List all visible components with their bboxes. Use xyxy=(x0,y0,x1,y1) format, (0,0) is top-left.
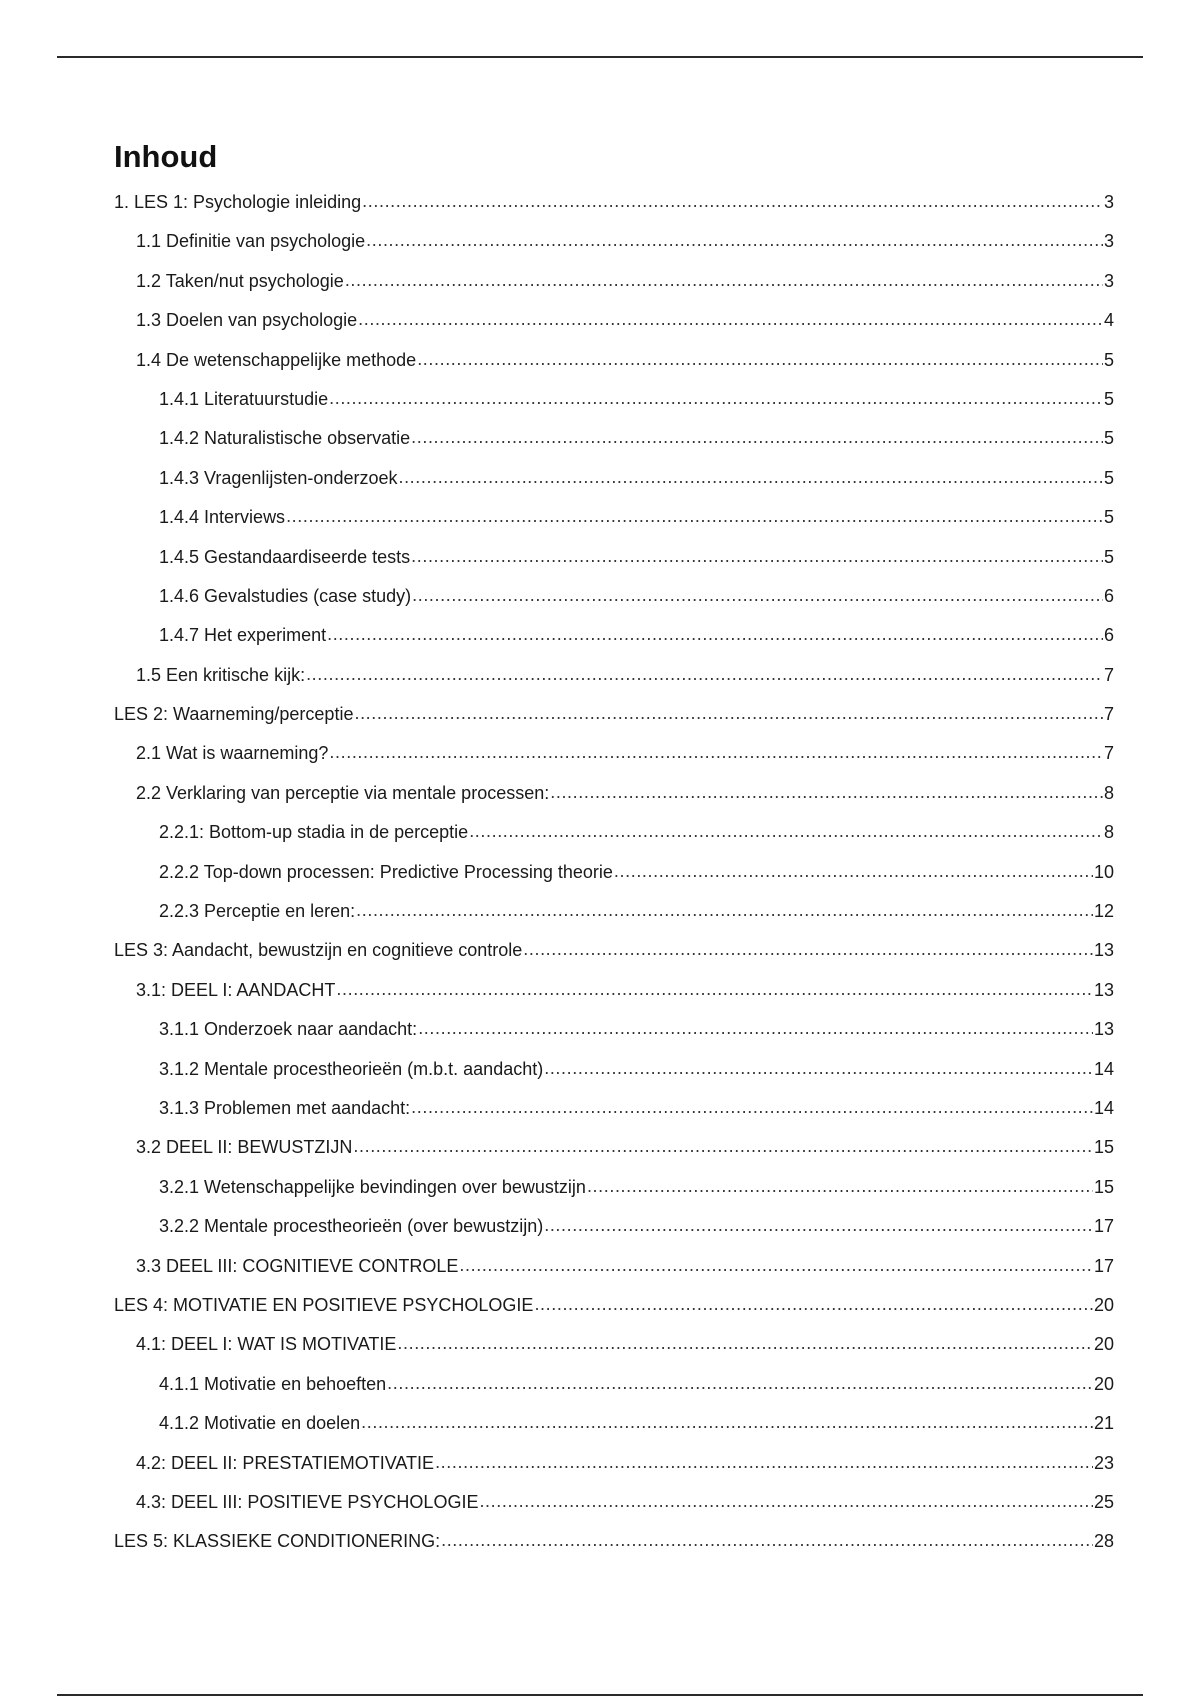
toc-entry-label: 1.4.6 Gevalstudies (case study) xyxy=(159,585,412,606)
dot-leader xyxy=(329,737,1103,767)
toc-entry[interactable] xyxy=(114,1526,1114,1565)
toc-entry[interactable] xyxy=(114,975,1114,1014)
dot-leader xyxy=(534,1289,1093,1319)
toc-entry-page-number: 13 xyxy=(1093,979,1114,1000)
toc-entry-page-number: 5 xyxy=(1103,546,1114,567)
toc-entry-page-number: 8 xyxy=(1103,782,1114,803)
dot-leader xyxy=(469,816,1103,846)
toc-entry-page-number: 5 xyxy=(1103,428,1114,449)
toc-entry-page-number: 3 xyxy=(1103,231,1114,252)
toc-entry[interactable] xyxy=(114,1369,1114,1408)
toc-entry-page-number: 14 xyxy=(1093,1058,1114,1079)
toc-entry-page-number: 21 xyxy=(1093,1413,1114,1434)
toc-entry[interactable] xyxy=(114,1448,1114,1487)
toc-entry-page-number: 5 xyxy=(1103,507,1114,528)
toc-entry-label: 3.1.1 Onderzoek naar aandacht: xyxy=(159,1019,418,1040)
toc-entry-page-number: 7 xyxy=(1103,664,1114,685)
toc-entry-label: 1. LES 1: Psychologie inleiding xyxy=(114,192,362,212)
toc-entry[interactable] xyxy=(114,1172,1114,1211)
toc-entry[interactable] xyxy=(114,1014,1114,1053)
dot-leader xyxy=(411,541,1103,571)
toc-entry[interactable] xyxy=(114,1211,1114,1250)
toc-entry-label: 1.4.2 Naturalistische observatie xyxy=(159,428,411,449)
dot-leader xyxy=(418,1013,1093,1043)
dot-leader xyxy=(441,1525,1093,1555)
toc-entry[interactable] xyxy=(114,1054,1114,1093)
table-of-contents xyxy=(114,187,1114,1566)
toc-entry-label: LES 4: MOTIVATIE EN POSITIEVE PSYCHOLOGIE xyxy=(114,1294,534,1315)
toc-entry-label: 3.1.3 Problemen met aandacht: xyxy=(159,1097,411,1118)
toc-entry-label: 1.5 Een kritische kijk: xyxy=(136,664,306,685)
toc-entry-label: 1.4.7 Het experiment xyxy=(159,625,327,646)
dot-leader xyxy=(523,934,1093,964)
dot-leader xyxy=(353,1131,1093,1161)
toc-entry-page-number: 7 xyxy=(1103,743,1114,764)
dot-leader xyxy=(354,698,1103,728)
toc-entry[interactable] xyxy=(114,1251,1114,1290)
toc-entry[interactable] xyxy=(114,266,1114,305)
dot-leader xyxy=(345,265,1103,295)
toc-entry[interactable] xyxy=(114,542,1114,581)
toc-entry-label: 4.1.2 Motivatie en doelen xyxy=(159,1413,361,1434)
dot-leader xyxy=(366,225,1103,255)
dot-leader xyxy=(387,1368,1093,1398)
toc-entry[interactable] xyxy=(114,660,1114,699)
toc-entry-page-number: 4 xyxy=(1103,310,1114,331)
dot-leader xyxy=(544,1210,1093,1240)
dot-leader xyxy=(411,422,1103,452)
toc-entry-label: 1.4.4 Interviews xyxy=(159,507,286,528)
dot-leader xyxy=(587,1171,1093,1201)
dot-leader xyxy=(327,619,1103,649)
toc-entry[interactable] xyxy=(114,1329,1114,1368)
toc-entry[interactable] xyxy=(114,1487,1114,1526)
toc-entry[interactable] xyxy=(114,1093,1114,1132)
footer-rule xyxy=(57,1694,1143,1696)
toc-entry-page-number: 5 xyxy=(1103,388,1114,409)
toc-entry[interactable] xyxy=(114,423,1114,462)
toc-entry-label: 1.4.1 Literatuurstudie xyxy=(159,388,329,409)
dot-leader xyxy=(329,383,1103,413)
toc-entry-label: 3.1: DEEL I: AANDACHT xyxy=(136,979,336,1000)
toc-entry-page-number: 23 xyxy=(1093,1452,1114,1473)
toc-entry-label: 2.2.1: Bottom-up stadia in de perceptie xyxy=(159,822,469,843)
toc-entry-label: 1.2 Taken/nut psychologie xyxy=(136,270,344,291)
dot-leader xyxy=(479,1486,1093,1516)
dot-leader xyxy=(411,1092,1093,1122)
toc-entry[interactable] xyxy=(114,1408,1114,1447)
toc-entry-page-number: 15 xyxy=(1093,1137,1114,1158)
toc-entry-page-number: 13 xyxy=(1093,1019,1114,1040)
toc-entry-page-number: 14 xyxy=(1093,1097,1114,1118)
toc-entry[interactable] xyxy=(114,896,1114,935)
toc-entry[interactable] xyxy=(114,384,1114,423)
toc-entry-label: 3.1.2 Mentale procestheorieën (m.b.t. aandacht) xyxy=(159,1058,544,1079)
toc-entry-page-number: 5 xyxy=(1103,349,1114,370)
toc-entry-label: 2.2.2 Top-down processen: Predictive Processing theorie xyxy=(159,861,613,882)
toc-entry-label: 1.1 Definitie van psychologie xyxy=(136,231,366,252)
toc-entry-label: 3.3 DEEL III: COGNITIEVE CONTROLE xyxy=(136,1255,459,1276)
dot-leader xyxy=(398,462,1103,492)
dot-leader xyxy=(286,501,1103,531)
toc-entry-label: 4.1: DEEL I: WAT IS MOTIVATIE xyxy=(136,1334,397,1355)
toc-entry-label: LES 2: Waarneming/perceptie xyxy=(114,704,354,725)
toc-entry-page-number: 17 xyxy=(1093,1216,1114,1237)
toc-entry-label: 4.1.1 Motivatie en behoeften xyxy=(159,1373,387,1394)
dot-leader xyxy=(417,344,1103,374)
toc-entry-page-number: 20 xyxy=(1093,1373,1114,1394)
dot-leader xyxy=(435,1447,1093,1477)
toc-entry-label: 4.2: DEEL II: PRESTATIEMOTIVATIE xyxy=(136,1452,435,1473)
toc-entry[interactable] xyxy=(114,1132,1114,1171)
toc-entry-page-number: 20 xyxy=(1093,1294,1114,1315)
toc-entry[interactable] xyxy=(114,699,1114,738)
toc-entry[interactable] xyxy=(114,817,1114,856)
toc-entry-label: 1.4.5 Gestandaardiseerde tests xyxy=(159,546,411,567)
toc-entry[interactable] xyxy=(114,778,1114,817)
toc-entry-page-number: 25 xyxy=(1093,1491,1114,1512)
dot-leader xyxy=(358,304,1103,334)
toc-entry-label: 1.3 Doelen van psychologie xyxy=(136,310,358,331)
dot-leader xyxy=(362,186,1103,216)
toc-entry[interactable] xyxy=(114,581,1114,620)
dot-leader xyxy=(412,580,1103,610)
toc-entry-page-number: 6 xyxy=(1103,585,1114,606)
toc-entry[interactable] xyxy=(114,305,1114,344)
dot-leader xyxy=(356,895,1093,925)
toc-entry-label: LES 5: KLASSIEKE CONDITIONERING: xyxy=(114,1531,441,1552)
toc-entry-page-number: 5 xyxy=(1103,467,1114,488)
toc-entry-label: 1.4.3 Vragenlijsten-onderzoek xyxy=(159,467,398,488)
toc-entry-page-number: 17 xyxy=(1093,1255,1114,1276)
toc-entry-page-number: 20 xyxy=(1093,1334,1114,1355)
toc-entry-page-number: 28 xyxy=(1093,1531,1114,1552)
toc-entry-page-number: 13 xyxy=(1093,940,1114,961)
toc-entry[interactable] xyxy=(114,738,1114,777)
toc-entry-page-number: 7 xyxy=(1103,704,1114,725)
toc-entry[interactable] xyxy=(114,857,1114,896)
toc-entry-page-number: 3 xyxy=(1103,270,1114,291)
dot-leader xyxy=(459,1250,1093,1280)
toc-entry-page-number: 8 xyxy=(1103,822,1114,843)
dot-leader xyxy=(544,1053,1093,1083)
toc-entry-label: 3.2.1 Wetenschappelijke bevindingen over bewustzijn xyxy=(159,1176,586,1197)
toc-entry-label: 2.2 Verklaring van perceptie via mentale processen: xyxy=(136,782,550,803)
toc-entry[interactable] xyxy=(114,935,1114,974)
dot-leader xyxy=(361,1407,1093,1437)
toc-entry-page-number: 3 xyxy=(1103,192,1114,212)
toc-entry-label: 1.4 De wetenschappelijke methode xyxy=(136,349,417,370)
toc-entry-label: 4.3: DEEL III: POSITIEVE PSYCHOLOGIE xyxy=(136,1491,479,1512)
toc-entry-label: 2.1 Wat is waarneming? xyxy=(136,743,329,764)
toc-entry[interactable] xyxy=(114,620,1114,659)
toc-entry[interactable] xyxy=(114,345,1114,384)
toc-entry-label: 2.2.3 Perceptie en leren: xyxy=(159,901,356,922)
toc-entry-label: LES 3: Aandacht, bewustzijn en cognitieve controle xyxy=(114,940,523,961)
toc-entry[interactable] xyxy=(114,187,1114,226)
toc-entry-label: 3.2.2 Mentale procestheorieën (over bewustzijn) xyxy=(159,1216,544,1237)
dot-leader xyxy=(614,856,1093,886)
toc-entry[interactable] xyxy=(114,463,1114,502)
toc-title: Inhoud xyxy=(114,139,218,174)
toc-entry[interactable] xyxy=(114,502,1114,541)
dot-leader xyxy=(336,974,1093,1004)
toc-entry-page-number: 12 xyxy=(1093,901,1114,922)
dot-leader xyxy=(550,777,1103,807)
dot-leader xyxy=(397,1328,1093,1358)
toc-entry-page-number: 6 xyxy=(1103,625,1114,646)
toc-entry-label: 3.2 DEEL II: BEWUSTZIJN xyxy=(136,1137,353,1158)
toc-entry[interactable] xyxy=(114,226,1114,265)
toc-entry-page-number: 15 xyxy=(1093,1176,1114,1197)
header-rule xyxy=(57,56,1143,58)
toc-entry[interactable] xyxy=(114,1290,1114,1329)
toc-entry-page-number: 10 xyxy=(1093,861,1114,882)
dot-leader xyxy=(306,659,1103,689)
